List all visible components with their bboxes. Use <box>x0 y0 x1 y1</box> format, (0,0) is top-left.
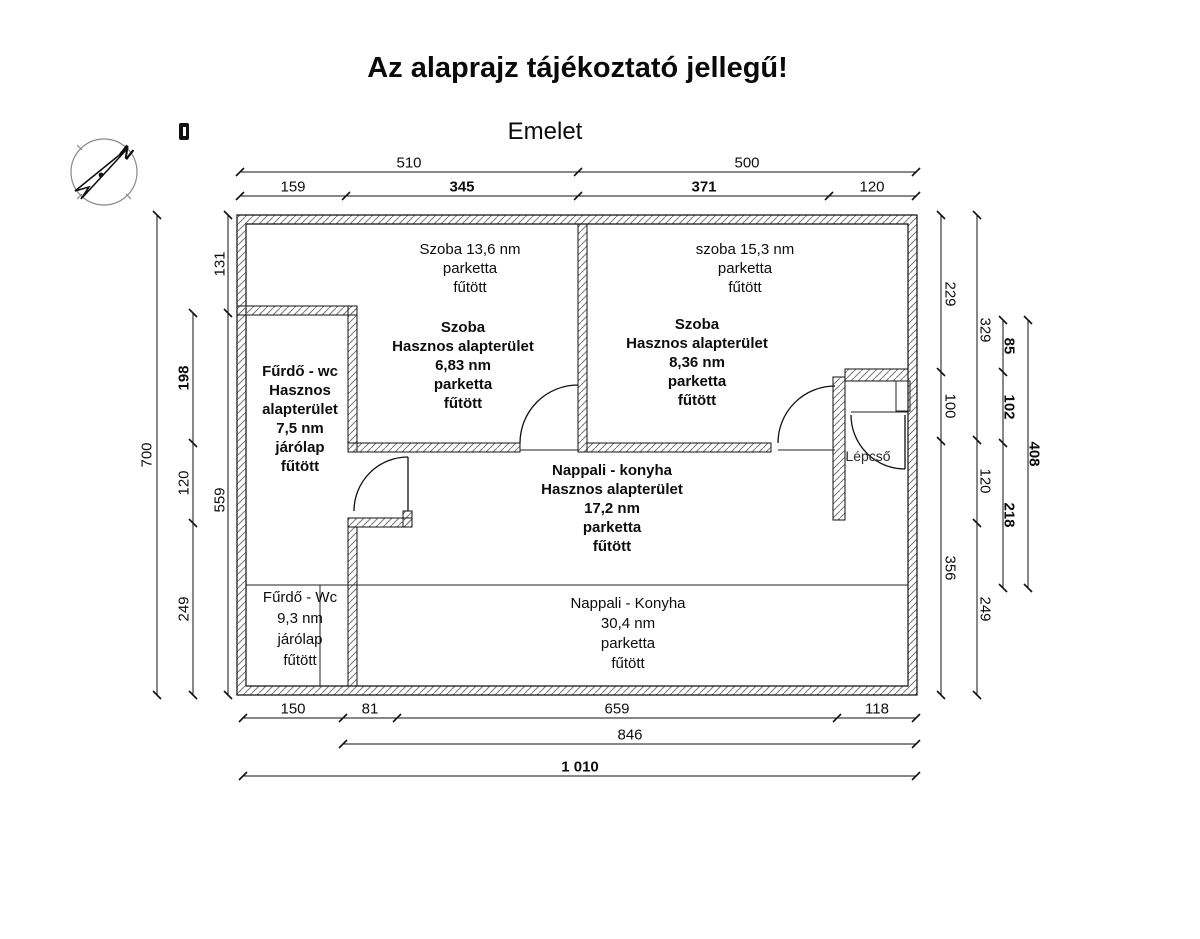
room-label-line: Szoba <box>674 316 720 333</box>
room-label-line: 17,2 nm <box>584 500 640 517</box>
room-label-line: parketta <box>667 373 727 390</box>
dim-label: 120 <box>976 468 994 494</box>
dim-label: 120 <box>175 470 193 496</box>
room-label-line: alapterület <box>262 401 338 418</box>
room-label-line: fűtött <box>592 538 632 555</box>
dim-label: 500 <box>734 154 760 172</box>
room-label-line: fűtött <box>453 279 487 296</box>
room-label-szoba-8-36 <box>597 315 797 410</box>
dim-label: 345 <box>449 178 475 196</box>
dim-label: 120 <box>859 178 885 196</box>
room-label-line: Hasznos <box>269 382 331 399</box>
room-label-line: parketta <box>433 376 493 393</box>
room-label-line: parketta <box>600 635 656 652</box>
dim-label: 118 <box>865 700 889 718</box>
room-label-line: 7,5 nm <box>276 420 324 437</box>
compass-center-dot <box>99 173 104 178</box>
room-label-line: 6,83 nm <box>435 357 491 374</box>
page-title: Az alaprajz tájékoztató jellegű! <box>367 52 788 84</box>
wall-mid-left <box>348 443 520 452</box>
dim-label: 846 <box>617 726 643 744</box>
room-label-line: parketta <box>717 260 773 277</box>
room-label-line: járólap <box>277 631 323 648</box>
dim-label: 198 <box>175 365 193 391</box>
dim-label: 249 <box>175 596 193 622</box>
room-label-line: járólap <box>275 439 325 456</box>
dim-label: 159 <box>280 178 306 196</box>
dim-label: 510 <box>396 154 422 172</box>
room-label-line: Hasznos alapterület <box>541 481 683 498</box>
room-label-line: Lépcső <box>845 448 891 464</box>
dim-label: 356 <box>941 555 959 581</box>
floor-title: Emelet <box>507 118 583 145</box>
room-label-lepcso <box>837 447 899 466</box>
dim-label: 559 <box>211 487 229 513</box>
dim-label: 700 <box>138 442 156 468</box>
room-label-line: Hasznos alapterület <box>626 335 768 352</box>
room-label-line: Nappali - Konyha <box>570 595 686 612</box>
room-label-line: fűtött <box>728 279 762 296</box>
dim-label: 659 <box>604 700 630 718</box>
dim-label: 85 <box>1000 337 1018 355</box>
room-label-line: Fűrdő - Wc <box>262 589 338 606</box>
room-label-line: 8,36 nm <box>669 354 725 371</box>
wall-bath-jog <box>348 518 412 527</box>
room-label-line: Szoba 13,6 nm <box>419 241 521 258</box>
wall-bath-top <box>237 306 357 315</box>
compass-north-label: N <box>115 141 138 164</box>
room-label-szoba-6-83 <box>363 318 563 413</box>
room-label-nappali-30-4 <box>528 594 728 674</box>
dim-label: 1 010 <box>561 758 599 776</box>
room-label-line: Hasznos alapterület <box>392 338 534 355</box>
room-label-line: szoba 15,3 nm <box>695 241 795 258</box>
room-label-line: fűtött <box>611 655 645 672</box>
dim-label: 218 <box>1000 502 1018 528</box>
room-label-furdo-7-5 <box>230 362 370 476</box>
dim-label: 100 <box>941 393 959 419</box>
room-label-furdo-9-3 <box>240 587 360 671</box>
room-label-line: parketta <box>582 519 642 536</box>
dim-label: 81 <box>361 700 379 718</box>
room-label-line: Nappali - konyha <box>551 462 673 479</box>
room-label-szoba-15-3 <box>645 240 845 297</box>
wall-mid-right <box>587 443 771 452</box>
room-label-szoba-13-6 <box>370 240 570 297</box>
dim-label: 229 <box>941 281 959 307</box>
dim-label: 131 <box>211 251 229 277</box>
dim-label: 329 <box>976 317 994 343</box>
room-label-line: fűtött <box>677 392 717 409</box>
wall-rooms-divider <box>578 224 587 452</box>
dim-label: 150 <box>280 700 306 718</box>
room-label-line: fűtött <box>283 652 317 669</box>
room-label-line: Szoba <box>440 319 486 336</box>
room-label-line: fűtött <box>280 458 320 475</box>
dim-label: 249 <box>976 596 994 622</box>
room-label-line: Fűrdő - wc <box>262 363 338 380</box>
room-label-line: 9,3 nm <box>277 610 323 627</box>
dim-label: 371 <box>691 178 717 196</box>
room-label-nappali-17-2 <box>492 461 732 556</box>
room-label-line: 30,4 nm <box>600 615 656 632</box>
room-label-line: parketta <box>442 260 498 277</box>
dim-label: 408 <box>1025 441 1043 467</box>
room-label-line: fűtött <box>443 395 483 412</box>
dim-label: 102 <box>1000 394 1018 420</box>
wall-stair-top <box>845 369 908 381</box>
